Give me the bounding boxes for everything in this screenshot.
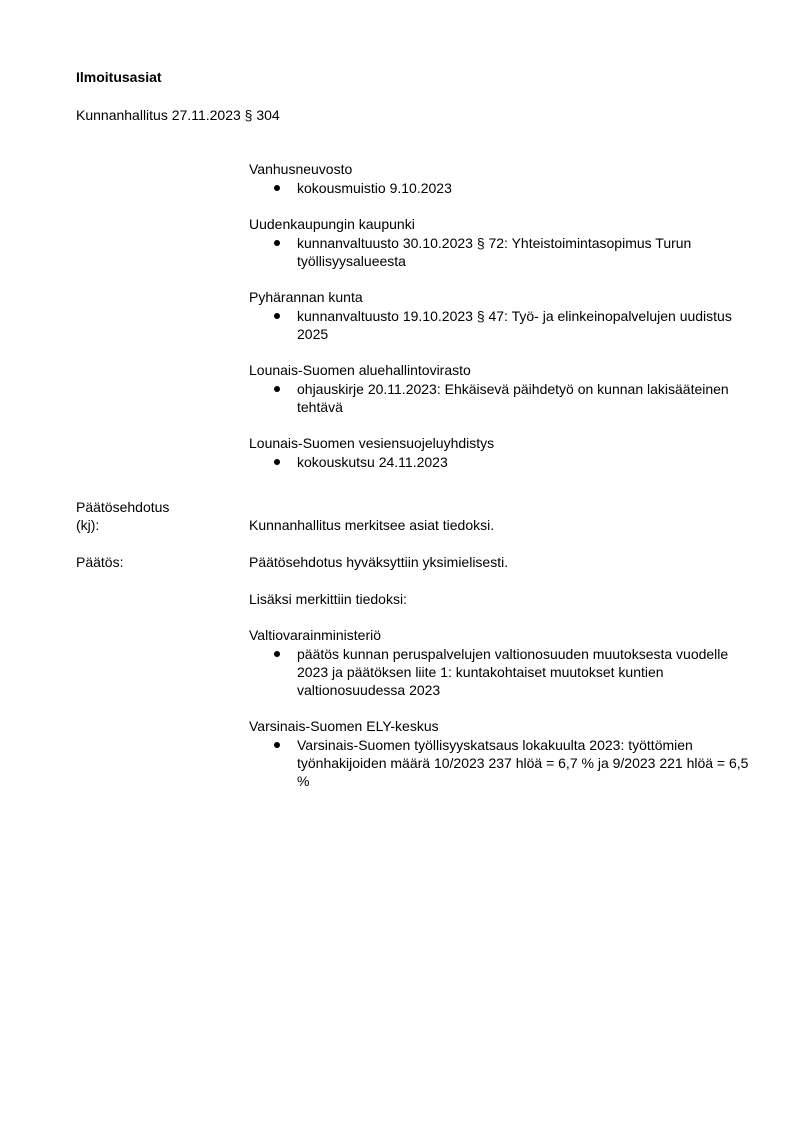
additional-notices-list bbox=[249, 626, 749, 790]
meeting-reference: Kunnanhallitus 27.11.2023 § 304 bbox=[76, 107, 280, 123]
notice-item: kunnanvaltuusto 19.10.2023 § 47: Työ- ja elinkeinopalvelujen uudistus 2025 bbox=[249, 307, 749, 343]
proposal-label-line1: Päätösehdotus bbox=[76, 499, 170, 515]
notice-item: kokouskutsu 24.11.2023 bbox=[249, 453, 749, 471]
notice-item: Varsinais-Suomen työllisyyskatsaus lokakuulta 2023: työttömien työnhakijoiden määrä 10/2023 237 hlöä = 6,7 % ja 9/2023 221 hlöä = 6,5 % bbox=[249, 736, 749, 790]
page-title: Ilmoitusasiat bbox=[76, 69, 162, 85]
notice-organization: Varsinais-Suomen ELY-keskus bbox=[249, 718, 439, 734]
proposal-text: Kunnanhallitus merkitsee asiat tiedoksi. bbox=[249, 517, 495, 533]
proposal-label bbox=[76, 498, 246, 534]
notice-items bbox=[249, 307, 749, 343]
decision-label: Päätös: bbox=[76, 554, 124, 570]
notice-section bbox=[249, 361, 749, 416]
notice-section bbox=[249, 160, 749, 197]
notice-items bbox=[249, 179, 749, 197]
notice-section bbox=[249, 626, 749, 699]
notice-items bbox=[249, 380, 749, 416]
notice-items bbox=[249, 453, 749, 471]
notice-organization: Valtiovarainministeriö bbox=[249, 627, 382, 643]
notice-items bbox=[249, 645, 749, 699]
notice-items bbox=[249, 736, 749, 790]
notice-organization: Pyhärannan kunta bbox=[249, 289, 363, 305]
notice-organization: Lounais-Suomen aluehallintovirasto bbox=[249, 362, 471, 378]
proposal-label-line2: (kj): bbox=[76, 517, 100, 533]
notice-organization: Lounais-Suomen vesiensuojeluyhdistys bbox=[249, 435, 495, 451]
notice-item: kunnanvaltuusto 30.10.2023 § 72: Yhteistoimintasopimus Turun työllisyysalueesta bbox=[249, 234, 749, 270]
notice-item: ohjauskirje 20.11.2023: Ehkäisevä päihdetyö on kunnan lakisääteinen tehtävä bbox=[249, 380, 749, 416]
notice-items bbox=[249, 234, 749, 270]
notice-organization: Vanhusneuvosto bbox=[249, 161, 353, 177]
notices-list bbox=[249, 160, 749, 471]
notice-item: päätös kunnan peruspalvelujen valtionosuuden muutoksesta vuodelle 2023 ja päätöksen liite 1: kuntakohtaiset muutokset kuntien valtionosuudessa 2023 bbox=[249, 645, 749, 699]
notice-section bbox=[249, 215, 749, 270]
notice-organization: Uudenkaupungin kaupunki bbox=[249, 216, 415, 232]
notice-section bbox=[249, 288, 749, 343]
notice-section bbox=[249, 434, 749, 471]
notice-section bbox=[249, 717, 749, 790]
notice-item: kokousmuistio 9.10.2023 bbox=[249, 179, 749, 197]
decision-extra-text: Lisäksi merkittiin tiedoksi: bbox=[249, 591, 407, 607]
decision-text: Päätösehdotus hyväksyttiin yksimielisesti. bbox=[249, 554, 509, 570]
